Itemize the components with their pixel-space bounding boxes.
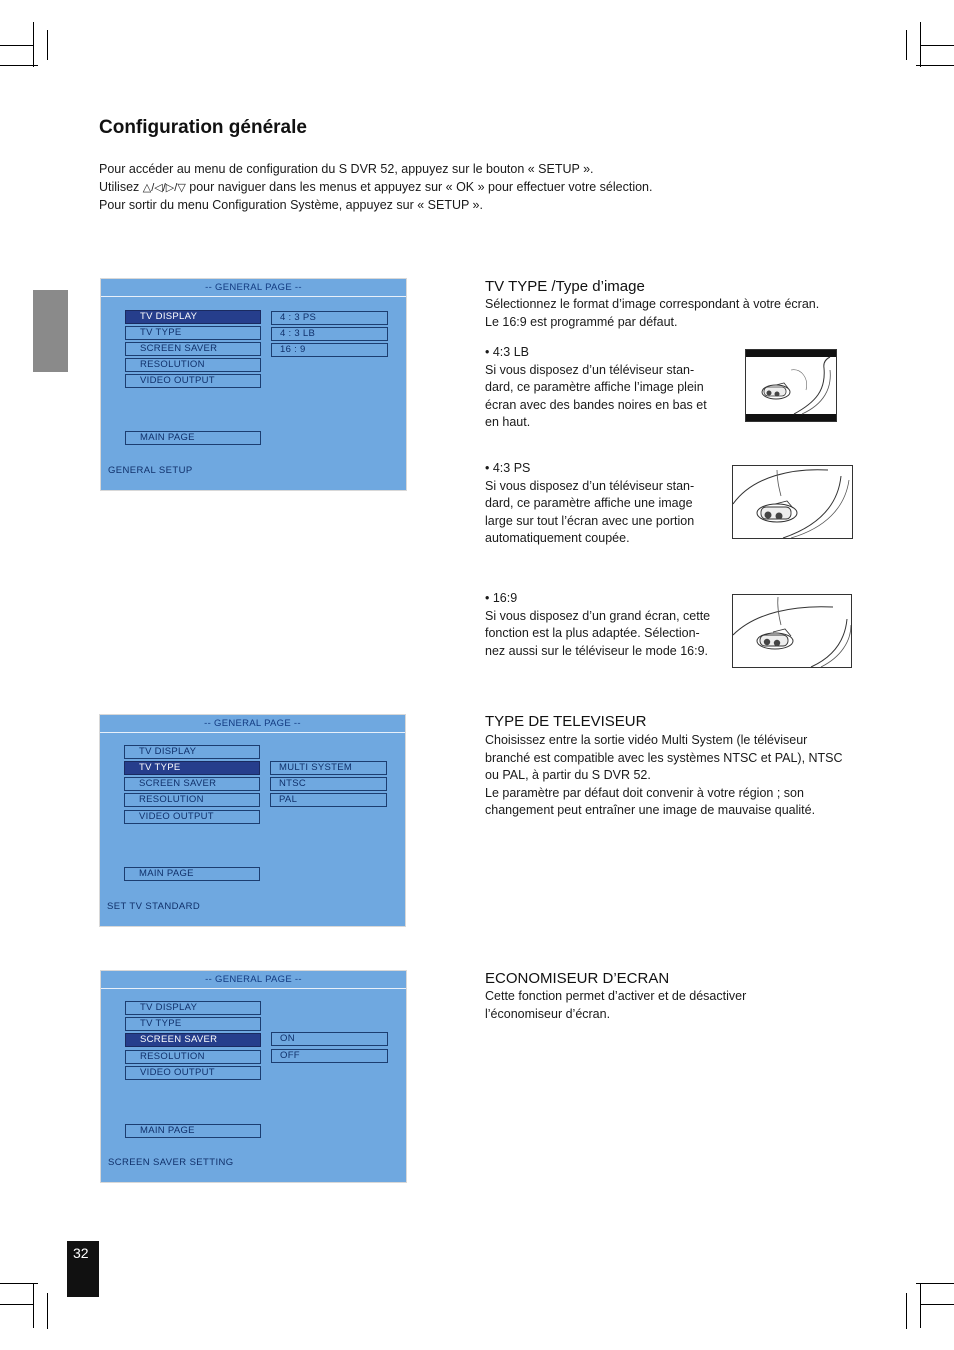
osd-footer: SCREEN SAVER SETTING: [108, 1157, 234, 1168]
text-line: écran avec des bandes noires en bas et: [485, 397, 707, 412]
option-off[interactable]: OFF: [271, 1049, 388, 1063]
crop-mark: [921, 1304, 954, 1305]
option-multi-system[interactable]: MULTI SYSTEM: [270, 761, 387, 775]
text-line: l’économiseur d’écran.: [485, 1006, 611, 1021]
osd-menu-tv-standard: [99, 714, 406, 927]
option-4-3-ps[interactable]: 4 : 3 PS: [271, 311, 388, 325]
osd-header-label: -- GENERAL PAGE --: [205, 282, 302, 293]
text-line: ou PAL, à partir du S DVR 52.: [485, 768, 651, 782]
intro-line: Pour sortir du menu Configuration Système, appuyez sur « SETUP ».: [99, 198, 483, 212]
intro-fragment: pour naviguer dans les menus et appuyez sur « OK » pour effectuer votre sélection.: [185, 179, 653, 194]
text-line: dard, ce paramètre affiche l’image plein: [485, 380, 704, 394]
text-line: changement peut entraîner une image de mauvaise qualité.: [485, 803, 816, 817]
crop-mark: [920, 1283, 921, 1328]
osd-header: [101, 971, 406, 989]
crop-mark: [0, 45, 33, 46]
tv-type-intro: [485, 296, 819, 331]
crop-mark: [33, 22, 34, 67]
crop-mark: [47, 1293, 48, 1329]
menu-item-main-page[interactable]: MAIN PAGE: [125, 431, 261, 445]
text-line: automatiquement coupée.: [485, 531, 630, 545]
text-line: Sélectionnez le format d’image correspondant à votre écran.: [485, 297, 820, 311]
text-line: fonction est la plus adaptée. Sélection-: [485, 626, 700, 640]
car-on-road-icon: [733, 466, 852, 538]
crop-mark: [906, 30, 907, 60]
osd-footer: SET TV STANDARD: [107, 901, 201, 912]
menu-item-tv-display[interactable]: TV DISPLAY: [125, 1001, 261, 1015]
menu-item-video-output[interactable]: VIDEO OUTPUT: [125, 374, 261, 388]
widescreen-illustration: [732, 594, 852, 668]
text-line: large sur tout l’écran avec une portion: [485, 513, 695, 528]
text-line: nez aussi sur le téléviseur le mode 16:9.: [485, 643, 709, 658]
ps-description: [485, 460, 694, 548]
menu-item-screen-saver[interactable]: SCREEN SAVER: [124, 777, 260, 791]
menu-item-main-page[interactable]: MAIN PAGE: [125, 1124, 261, 1138]
crop-mark: [0, 1304, 33, 1305]
osd-header-label: -- GENERAL PAGE --: [204, 718, 301, 729]
crop-mark: [916, 65, 954, 66]
page-title: Configuration générale: [99, 117, 307, 138]
menu-item-resolution[interactable]: RESOLUTION: [125, 358, 261, 372]
text-line: Le paramètre par défaut doit convenir à votre région ; son: [485, 785, 804, 800]
section-tab: [33, 290, 68, 372]
osd-header: [100, 715, 405, 733]
menu-item-tv-type[interactable]: TV TYPE: [125, 1017, 261, 1031]
text-line: Le 16:9 est programmé par défaut.: [485, 314, 678, 329]
text-line: • 4:3 LB: [485, 345, 529, 359]
pan-scan-illustration: [732, 465, 853, 539]
option-on[interactable]: ON: [271, 1032, 388, 1046]
menu-item-tv-type[interactable]: TV TYPE: [125, 326, 261, 340]
text-line: Choisissez entre la sortie vidéo Multi System (le téléviseur: [485, 733, 808, 747]
menu-item-tv-display[interactable]: TV DISPLAY: [124, 745, 260, 759]
osd-header-label: -- GENERAL PAGE --: [205, 974, 302, 985]
menu-item-tv-display[interactable]: TV DISPLAY: [125, 310, 261, 324]
intro-fragment: Utilisez: [99, 179, 143, 194]
text-line: Si vous disposez d’un téléviseur stan-: [485, 478, 695, 493]
menu-item-video-output[interactable]: VIDEO OUTPUT: [124, 810, 260, 824]
section-heading-screen-saver: ECONOMISEUR D’ECRAN: [485, 970, 670, 987]
crop-mark: [921, 45, 954, 46]
car-on-road-icon: [746, 350, 836, 421]
osd-menu-screen-saver: [100, 970, 407, 1183]
page-number-box: [67, 1241, 99, 1297]
nav-arrows-icon: △/◁/▷/▽: [142, 181, 186, 194]
text-line: dard, ce paramètre affiche une image: [485, 496, 693, 510]
wide-description: [485, 590, 710, 660]
screen-saver-description: [485, 988, 746, 1023]
tv-standard-description: [485, 732, 843, 820]
option-pal[interactable]: PAL: [270, 793, 387, 807]
menu-item-video-output[interactable]: VIDEO OUTPUT: [125, 1066, 261, 1080]
section-heading-tv-type: TV TYPE /Type d’image: [485, 278, 645, 295]
menu-item-main-page[interactable]: MAIN PAGE: [124, 867, 260, 881]
osd-footer: GENERAL SETUP: [108, 465, 193, 476]
osd-menu-general-setup: [100, 278, 407, 491]
intro-text: [99, 161, 819, 215]
text-line: • 16:9: [485, 591, 518, 605]
option-4-3-lb[interactable]: 4 : 3 LB: [271, 327, 388, 341]
text-line: branché est compatible avec les systèmes NTSC et PAL), NTSC: [485, 750, 843, 765]
text-line: • 4:3 PS: [485, 461, 531, 475]
page-number: 32: [73, 1245, 89, 1261]
intro-line: [99, 179, 819, 198]
lb-description: [485, 344, 707, 432]
text-line: en haut.: [485, 415, 531, 429]
option-16-9[interactable]: 16 : 9: [271, 343, 388, 357]
menu-item-resolution[interactable]: RESOLUTION: [124, 793, 260, 807]
crop-mark: [906, 1293, 907, 1329]
menu-item-tv-type[interactable]: TV TYPE: [124, 761, 260, 775]
car-on-road-icon: [733, 595, 851, 667]
text-line: Si vous disposez d’un téléviseur stan-: [485, 362, 695, 377]
menu-item-resolution[interactable]: RESOLUTION: [125, 1050, 261, 1064]
menu-item-screen-saver[interactable]: SCREEN SAVER: [125, 342, 261, 356]
section-heading-tv-standard: TYPE DE TELEVISEUR: [485, 713, 647, 730]
crop-mark: [33, 1283, 34, 1328]
text-line: Si vous disposez d’un grand écran, cette: [485, 608, 711, 623]
menu-item-screen-saver[interactable]: SCREEN SAVER: [125, 1033, 261, 1047]
osd-header: [101, 279, 406, 297]
letterbox-illustration: [745, 349, 837, 422]
text-line: Cette fonction permet d’activer et de désactiver: [485, 989, 747, 1003]
crop-mark: [916, 1283, 954, 1284]
option-ntsc[interactable]: NTSC: [270, 777, 387, 791]
crop-mark: [47, 30, 48, 60]
intro-line: Pour accéder au menu de configuration du S DVR 52, appuyez sur le bouton « SETUP ».: [99, 162, 594, 176]
crop-mark: [920, 22, 921, 67]
